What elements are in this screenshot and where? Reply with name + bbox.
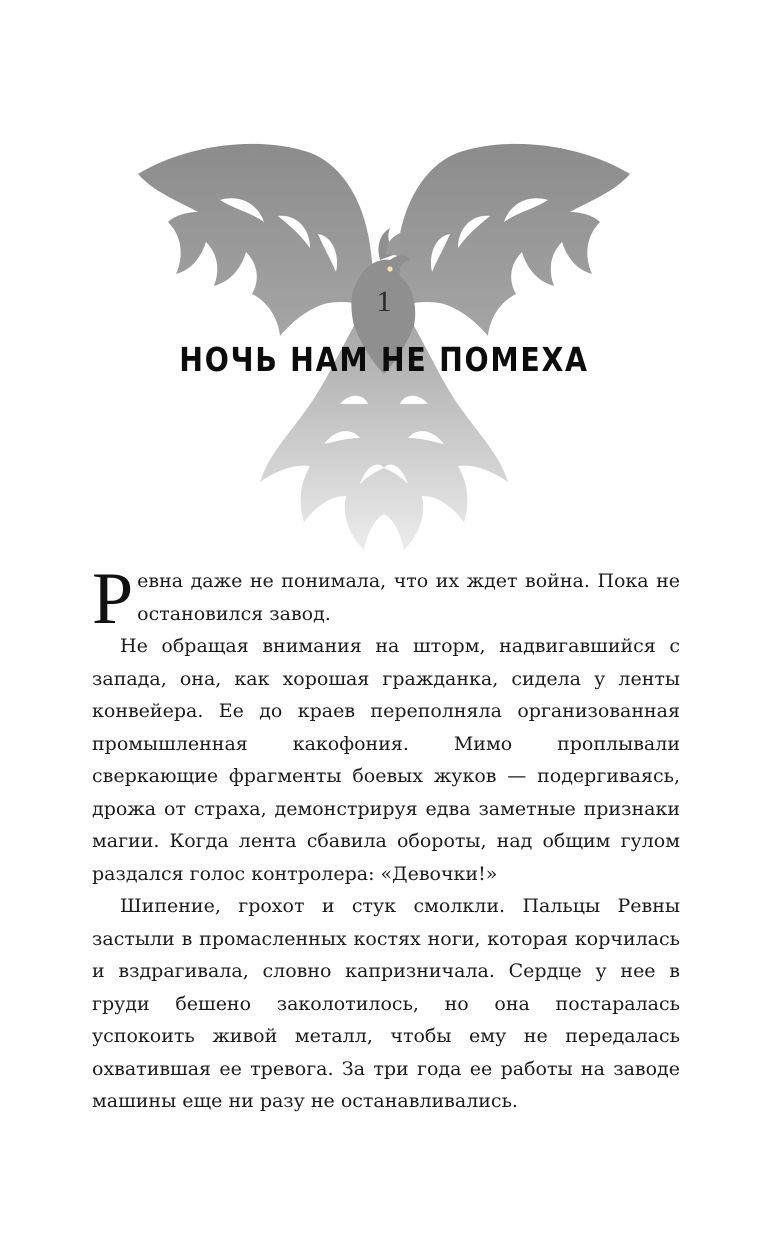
paragraph-1: [92, 558, 680, 640]
paragraph-2: Не обращая внимания на шторм, надвигавшийся с запада, она, как хорошая гражданка, сидела у ленты конвейера. Ее до краев переполняла организованная промышленная какофония. Мимо проплывали сверкающие фрагменты боевых жуков — подергиваясь, дрожа от страха, демонстрируя едва заметные признаки магии. Когда лента сбавила обороты, над общим гулом раздался голос контролера: «Девочки!»: [92, 635, 680, 885]
chapter-title: НОЧЬ НАМ НЕ ПОМЕХА: [179, 340, 589, 379]
paragraph-1-text: евна даже не понимала, что их ждет война. Пока не остановился завод.: [137, 570, 680, 625]
chapter-number: 1: [376, 285, 392, 318]
chapter-body: [92, 558, 680, 1118]
drop-cap: Р: [92, 558, 134, 640]
phoenix-icon: [128, 104, 640, 560]
paragraph-3: Шипение, грохот и стук смолкли. Пальцы Ревны застыли в промасленных костях ноги, которая корчилась и вздрагивала, словно капризничала. Сердце у нее в груди бешено заколотилось, но она постаралась успокоить живой металл, чтобы ему не передалась охватившая ее тревога. За три года ее работы на заводе машины еще ни разу не останавливались.: [92, 895, 680, 1112]
